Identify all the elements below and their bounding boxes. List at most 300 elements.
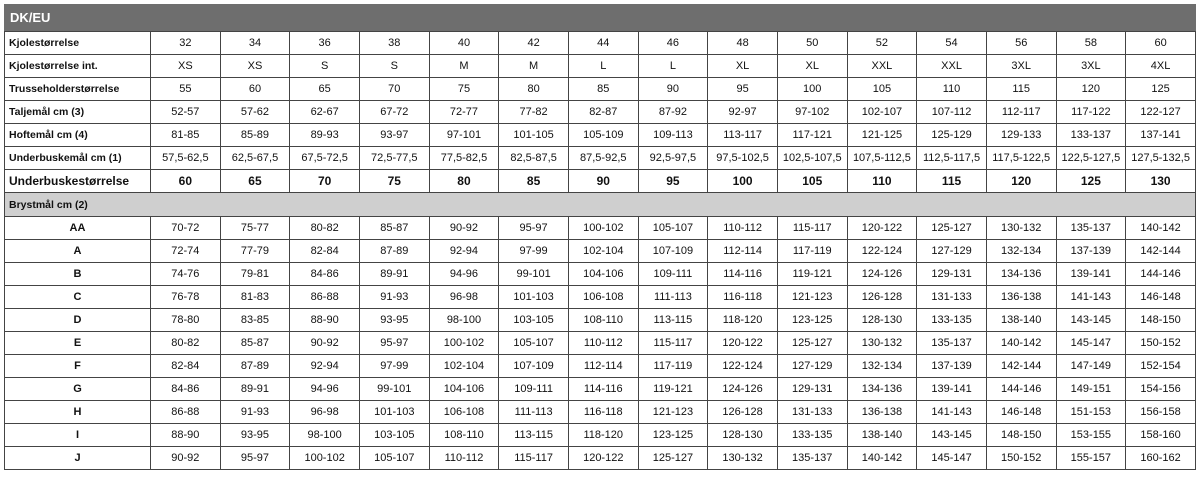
- table-cell: S: [359, 55, 429, 78]
- table-cell: 78-80: [151, 309, 221, 332]
- table-cell: 120-122: [568, 447, 638, 470]
- table-cell: 87,5-92,5: [568, 147, 638, 170]
- table-cell: 74-76: [151, 263, 221, 286]
- table-cell: 88-90: [290, 309, 360, 332]
- table-cell: 96-98: [429, 286, 499, 309]
- table-cell: 75: [359, 170, 429, 193]
- table-cell: 114-116: [568, 378, 638, 401]
- table-cell: 97-99: [499, 240, 569, 263]
- table-cell: 90-92: [429, 217, 499, 240]
- table-cell: 42: [499, 32, 569, 55]
- table-cell: 140-142: [1126, 217, 1196, 240]
- table-cell: 100-102: [429, 332, 499, 355]
- table-cell: 146-148: [1126, 286, 1196, 309]
- table-cell: 130-132: [986, 217, 1056, 240]
- table-cell: 54: [917, 32, 987, 55]
- row-label: Kjolestørrelse: [5, 32, 151, 55]
- table-cell: 145-147: [1056, 332, 1126, 355]
- table-cell: 125-129: [917, 124, 987, 147]
- table-cell: 95: [638, 170, 708, 193]
- table-cell: 142-144: [986, 355, 1056, 378]
- table-cell: 120: [1056, 78, 1126, 101]
- table-row: [5, 124, 1196, 147]
- table-cell: 125-127: [917, 217, 987, 240]
- table-cell: 92,5-97,5: [638, 147, 708, 170]
- table-cell: 108-110: [568, 309, 638, 332]
- table-cell: S: [290, 55, 360, 78]
- table-cell: 104-106: [568, 263, 638, 286]
- table-cell: 116-118: [708, 286, 778, 309]
- table-cell: 138-140: [847, 424, 917, 447]
- table-cell: 75-77: [220, 217, 290, 240]
- table-cell: 102,5-107,5: [777, 147, 847, 170]
- table-cell: 84-86: [151, 378, 221, 401]
- table-cell: 87-92: [638, 101, 708, 124]
- table-cell: 57,5-62,5: [151, 147, 221, 170]
- table-cell: 131-133: [777, 401, 847, 424]
- table-cell: 111-113: [499, 401, 569, 424]
- table-cell: 97-99: [359, 355, 429, 378]
- table-cell: 92-94: [429, 240, 499, 263]
- section-row: [5, 193, 1196, 217]
- row-label: Underbuskemål cm (1): [5, 147, 151, 170]
- table-cell: 93-95: [359, 309, 429, 332]
- table-cell: 117-121: [777, 124, 847, 147]
- table-cell: 115-117: [499, 447, 569, 470]
- table-cell: 123-125: [777, 309, 847, 332]
- table-cell: XL: [708, 55, 778, 78]
- table-cell: 136-138: [847, 401, 917, 424]
- table-cell: 82-87: [568, 101, 638, 124]
- table-cell: 126-128: [847, 286, 917, 309]
- table-cell: 146-148: [986, 401, 1056, 424]
- table-cell: 155-157: [1056, 447, 1126, 470]
- table-cell: 4XL: [1126, 55, 1196, 78]
- table-cell: 52: [847, 32, 917, 55]
- table-cell: 134-136: [986, 263, 1056, 286]
- table-cell: 86-88: [151, 401, 221, 424]
- table-cell: 79-81: [220, 263, 290, 286]
- table-cell: 102-104: [429, 355, 499, 378]
- table-cell: 85: [499, 170, 569, 193]
- cup-label: F: [5, 355, 151, 378]
- table-cell: 62,5-67,5: [220, 147, 290, 170]
- table-cell: 88-90: [151, 424, 221, 447]
- table-cell: 92-94: [290, 355, 360, 378]
- table-cell: 124-126: [708, 378, 778, 401]
- table-row: [5, 240, 1196, 263]
- table-cell: 91-93: [359, 286, 429, 309]
- cup-label: I: [5, 424, 151, 447]
- table-cell: 121-123: [777, 286, 847, 309]
- table-row: [5, 55, 1196, 78]
- table-cell: 100: [777, 78, 847, 101]
- table-row: [5, 286, 1196, 309]
- table-cell: 106-108: [429, 401, 499, 424]
- table-cell: 156-158: [1126, 401, 1196, 424]
- table-cell: 120: [986, 170, 1056, 193]
- table-cell: 77,5-82,5: [429, 147, 499, 170]
- table-cell: 112,5-117,5: [917, 147, 987, 170]
- table-cell: 95-97: [359, 332, 429, 355]
- table-row: [5, 401, 1196, 424]
- table-cell: 127-129: [917, 240, 987, 263]
- table-cell: 105-109: [568, 124, 638, 147]
- table-cell: 148-150: [986, 424, 1056, 447]
- size-table: [4, 31, 1196, 470]
- table-cell: 55: [151, 78, 221, 101]
- section-label: Brystmål cm (2): [5, 193, 1196, 217]
- table-cell: 107-109: [499, 355, 569, 378]
- table-cell: XS: [220, 55, 290, 78]
- table-cell: 72,5-77,5: [359, 147, 429, 170]
- table-cell: XXL: [917, 55, 987, 78]
- table-cell: 107,5-112,5: [847, 147, 917, 170]
- table-cell: 113-115: [499, 424, 569, 447]
- table-cell: 133-137: [1056, 124, 1126, 147]
- table-cell: 144-146: [1126, 263, 1196, 286]
- table-cell: 101-103: [499, 286, 569, 309]
- table-cell: 92-97: [708, 101, 778, 124]
- table-cell: 105-107: [499, 332, 569, 355]
- table-cell: 46: [638, 32, 708, 55]
- cup-label: E: [5, 332, 151, 355]
- table-cell: 105: [847, 78, 917, 101]
- table-cell: 130-132: [708, 447, 778, 470]
- table-cell: 147-149: [1056, 355, 1126, 378]
- table-cell: 129-131: [917, 263, 987, 286]
- table-cell: 77-79: [220, 240, 290, 263]
- table-cell: XXL: [847, 55, 917, 78]
- table-cell: 40: [429, 32, 499, 55]
- table-row: [5, 447, 1196, 470]
- table-row: [5, 378, 1196, 401]
- table-cell: 85-87: [359, 217, 429, 240]
- table-cell: 110-112: [568, 332, 638, 355]
- table-cell: 89-91: [359, 263, 429, 286]
- table-cell: 142-144: [1126, 240, 1196, 263]
- row-label: Trusseholderstørrelse: [5, 78, 151, 101]
- table-cell: 125-127: [638, 447, 708, 470]
- table-cell: 143-145: [1056, 309, 1126, 332]
- table-cell: 101-103: [359, 401, 429, 424]
- table-cell: 100-102: [568, 217, 638, 240]
- table-cell: 52-57: [151, 101, 221, 124]
- row-label: Hoftemål cm (4): [5, 124, 151, 147]
- table-cell: 118-120: [708, 309, 778, 332]
- table-cell: 96-98: [290, 401, 360, 424]
- table-cell: 90: [568, 170, 638, 193]
- table-cell: 98-100: [290, 424, 360, 447]
- table-cell: L: [638, 55, 708, 78]
- table-cell: 105: [777, 170, 847, 193]
- table-cell: 89-93: [290, 124, 360, 147]
- table-cell: 113-117: [708, 124, 778, 147]
- table-cell: 62-67: [290, 101, 360, 124]
- table-cell: 113-115: [638, 309, 708, 332]
- table-cell: 135-137: [1056, 217, 1126, 240]
- table-cell: 75: [429, 78, 499, 101]
- table-cell: 122,5-127,5: [1056, 147, 1126, 170]
- table-cell: 119-121: [638, 378, 708, 401]
- table-cell: 137-139: [1056, 240, 1126, 263]
- table-cell: 116-118: [568, 401, 638, 424]
- table-cell: 148-150: [1126, 309, 1196, 332]
- table-cell: 90-92: [151, 447, 221, 470]
- table-cell: 138-140: [986, 309, 1056, 332]
- table-cell: 110-112: [708, 217, 778, 240]
- table-cell: 128-130: [847, 309, 917, 332]
- size-chart: [4, 4, 1196, 470]
- table-cell: 85-89: [220, 124, 290, 147]
- table-cell: 128-130: [708, 424, 778, 447]
- table-cell: 102-107: [847, 101, 917, 124]
- table-cell: 90: [638, 78, 708, 101]
- table-cell: 117-122: [1056, 101, 1126, 124]
- table-cell: 65: [220, 170, 290, 193]
- table-cell: 137-141: [1126, 124, 1196, 147]
- table-cell: 80: [499, 78, 569, 101]
- table-cell: 141-143: [917, 401, 987, 424]
- table-cell: 95-97: [220, 447, 290, 470]
- table-cell: 109-113: [638, 124, 708, 147]
- table-cell: 34: [220, 32, 290, 55]
- table-cell: 122-124: [847, 240, 917, 263]
- table-cell: 87-89: [359, 240, 429, 263]
- table-cell: 122-127: [1126, 101, 1196, 124]
- table-cell: 154-156: [1126, 378, 1196, 401]
- table-cell: 135-137: [777, 447, 847, 470]
- table-cell: 70: [359, 78, 429, 101]
- table-cell: 32: [151, 32, 221, 55]
- table-cell: 118-120: [568, 424, 638, 447]
- table-cell: 117,5-122,5: [986, 147, 1056, 170]
- table-cell: 134-136: [847, 378, 917, 401]
- table-cell: 129-133: [986, 124, 1056, 147]
- table-cell: 104-106: [429, 378, 499, 401]
- table-cell: 60: [151, 170, 221, 193]
- table-cell: 67,5-72,5: [290, 147, 360, 170]
- table-cell: 97-101: [429, 124, 499, 147]
- table-row: [5, 170, 1196, 193]
- table-cell: M: [429, 55, 499, 78]
- table-cell: 125-127: [777, 332, 847, 355]
- table-cell: 111-113: [638, 286, 708, 309]
- table-cell: 160-162: [1126, 447, 1196, 470]
- table-cell: 101-105: [499, 124, 569, 147]
- table-cell: 89-91: [220, 378, 290, 401]
- table-cell: 131-133: [917, 286, 987, 309]
- table-cell: 70: [290, 170, 360, 193]
- table-cell: 115-117: [777, 217, 847, 240]
- row-label: Taljemål cm (3): [5, 101, 151, 124]
- table-cell: 86-88: [290, 286, 360, 309]
- table-cell: 36: [290, 32, 360, 55]
- table-cell: 93-97: [359, 124, 429, 147]
- table-cell: 115-117: [638, 332, 708, 355]
- table-cell: 65: [290, 78, 360, 101]
- table-cell: 110: [847, 170, 917, 193]
- table-cell: 122-124: [708, 355, 778, 378]
- table-cell: 141-143: [1056, 286, 1126, 309]
- table-row: [5, 101, 1196, 124]
- table-cell: 38: [359, 32, 429, 55]
- table-cell: 102-104: [568, 240, 638, 263]
- table-cell: 143-145: [917, 424, 987, 447]
- cup-label: A: [5, 240, 151, 263]
- table-row: [5, 263, 1196, 286]
- table-row: [5, 309, 1196, 332]
- table-cell: 60: [1126, 32, 1196, 55]
- table-cell: L: [568, 55, 638, 78]
- cup-label: C: [5, 286, 151, 309]
- table-cell: 115: [986, 78, 1056, 101]
- table-cell: 150-152: [1126, 332, 1196, 355]
- cup-label: G: [5, 378, 151, 401]
- table-cell: 100-102: [290, 447, 360, 470]
- row-label: Kjolestørrelse int.: [5, 55, 151, 78]
- table-cell: 149-151: [1056, 378, 1126, 401]
- table-cell: 81-85: [151, 124, 221, 147]
- cup-label: AA: [5, 217, 151, 240]
- table-cell: 144-146: [986, 378, 1056, 401]
- table-cell: 82,5-87,5: [499, 147, 569, 170]
- cup-label: B: [5, 263, 151, 286]
- table-cell: 91-93: [220, 401, 290, 424]
- table-cell: 106-108: [568, 286, 638, 309]
- table-cell: 107-109: [638, 240, 708, 263]
- table-cell: 72-74: [151, 240, 221, 263]
- table-cell: 80-82: [151, 332, 221, 355]
- cup-label: H: [5, 401, 151, 424]
- table-cell: 109-111: [638, 263, 708, 286]
- table-cell: 119-121: [777, 263, 847, 286]
- table-cell: 84-86: [290, 263, 360, 286]
- table-cell: 67-72: [359, 101, 429, 124]
- table-cell: 93-95: [220, 424, 290, 447]
- table-cell: 83-85: [220, 309, 290, 332]
- table-cell: 126-128: [708, 401, 778, 424]
- table-cell: 82-84: [290, 240, 360, 263]
- table-cell: 48: [708, 32, 778, 55]
- table-cell: 112-117: [986, 101, 1056, 124]
- table-cell: 77-82: [499, 101, 569, 124]
- table-cell: 82-84: [151, 355, 221, 378]
- table-cell: 135-137: [917, 332, 987, 355]
- row-label: Underbuskestørrelse: [5, 170, 151, 193]
- table-cell: 112-114: [568, 355, 638, 378]
- table-cell: 107-112: [917, 101, 987, 124]
- table-cell: 80-82: [290, 217, 360, 240]
- table-cell: 80: [429, 170, 499, 193]
- table-cell: 150-152: [986, 447, 1056, 470]
- table-cell: 105-107: [359, 447, 429, 470]
- table-cell: 110: [917, 78, 987, 101]
- table-cell: 100: [708, 170, 778, 193]
- table-cell: 117-119: [777, 240, 847, 263]
- table-row: [5, 147, 1196, 170]
- table-cell: 133-135: [917, 309, 987, 332]
- table-row: [5, 217, 1196, 240]
- table-cell: 3XL: [1056, 55, 1126, 78]
- table-row: [5, 32, 1196, 55]
- table-row: [5, 424, 1196, 447]
- table-cell: 114-116: [708, 263, 778, 286]
- table-cell: 57-62: [220, 101, 290, 124]
- table-cell: 117-119: [638, 355, 708, 378]
- cup-label: D: [5, 309, 151, 332]
- table-cell: 121-123: [638, 401, 708, 424]
- table-cell: 139-141: [1056, 263, 1126, 286]
- table-cell: 133-135: [777, 424, 847, 447]
- table-cell: 50: [777, 32, 847, 55]
- table-cell: 108-110: [429, 424, 499, 447]
- table-cell: 81-83: [220, 286, 290, 309]
- table-cell: 103-105: [359, 424, 429, 447]
- table-cell: 44: [568, 32, 638, 55]
- table-cell: 139-141: [917, 378, 987, 401]
- table-cell: 136-138: [986, 286, 1056, 309]
- table-cell: 97-102: [777, 101, 847, 124]
- table-cell: 152-154: [1126, 355, 1196, 378]
- table-cell: 103-105: [499, 309, 569, 332]
- table-cell: 72-77: [429, 101, 499, 124]
- table-cell: 112-114: [708, 240, 778, 263]
- table-cell: 109-111: [499, 378, 569, 401]
- table-cell: 129-131: [777, 378, 847, 401]
- table-cell: 105-107: [638, 217, 708, 240]
- table-cell: 87-89: [220, 355, 290, 378]
- table-cell: 130: [1126, 170, 1196, 193]
- table-cell: 127-129: [777, 355, 847, 378]
- table-cell: 110-112: [429, 447, 499, 470]
- table-cell: 97,5-102,5: [708, 147, 778, 170]
- table-cell: 95-97: [499, 217, 569, 240]
- table-cell: 76-78: [151, 286, 221, 309]
- table-cell: 140-142: [847, 447, 917, 470]
- table-cell: 125: [1056, 170, 1126, 193]
- table-cell: 158-160: [1126, 424, 1196, 447]
- table-cell: XS: [151, 55, 221, 78]
- table-cell: 70-72: [151, 217, 221, 240]
- table-cell: 115: [917, 170, 987, 193]
- table-row: [5, 78, 1196, 101]
- table-cell: 98-100: [429, 309, 499, 332]
- table-cell: 125: [1126, 78, 1196, 101]
- table-cell: 85-87: [220, 332, 290, 355]
- table-cell: XL: [777, 55, 847, 78]
- table-cell: 94-96: [429, 263, 499, 286]
- table-cell: 137-139: [917, 355, 987, 378]
- table-cell: 3XL: [986, 55, 1056, 78]
- table-cell: 140-142: [986, 332, 1056, 355]
- table-cell: 123-125: [638, 424, 708, 447]
- table-cell: 132-134: [986, 240, 1056, 263]
- size-table-body: [5, 32, 1196, 470]
- table-cell: 145-147: [917, 447, 987, 470]
- table-cell: 124-126: [847, 263, 917, 286]
- table-cell: 130-132: [847, 332, 917, 355]
- table-cell: 121-125: [847, 124, 917, 147]
- table-cell: 153-155: [1056, 424, 1126, 447]
- table-cell: 94-96: [290, 378, 360, 401]
- chart-title: DK/EU: [4, 4, 1196, 31]
- table-cell: 120-122: [708, 332, 778, 355]
- table-cell: 120-122: [847, 217, 917, 240]
- table-cell: 60: [220, 78, 290, 101]
- table-row: [5, 355, 1196, 378]
- table-cell: 99-101: [499, 263, 569, 286]
